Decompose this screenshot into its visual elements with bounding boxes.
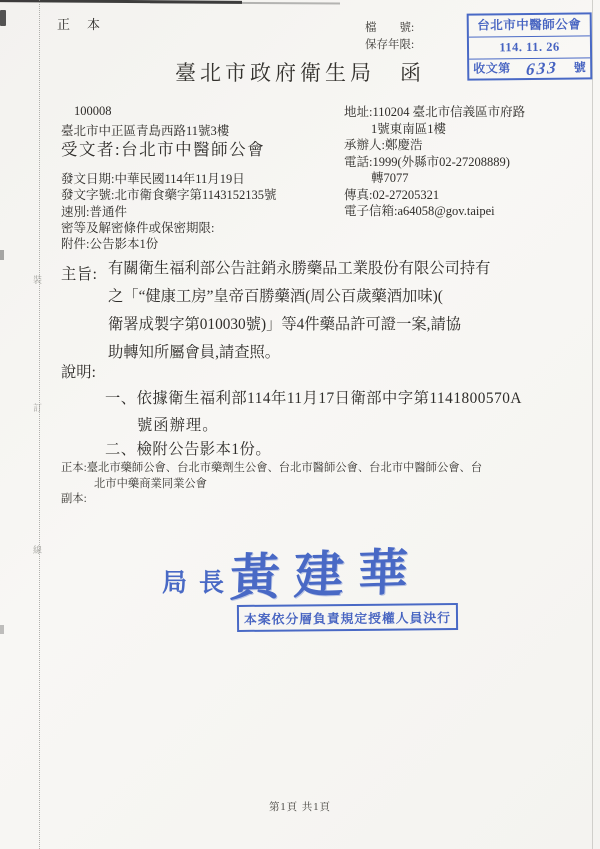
- phone-line2: 轉7077: [371, 171, 409, 185]
- original-recipients-line1: 正本:臺北市藥師公會、台北市藥劑生公會、台北市醫師公會、台北市中醫師公會、台: [61, 462, 483, 474]
- sender-contact-info: [344, 104, 525, 220]
- contact-person: 承辦人:鄭慶浩: [344, 138, 423, 152]
- binding-dotted-line: [39, 0, 40, 849]
- director-title-stamp: 局長: [162, 570, 237, 597]
- document-title: 臺北市政府衛生局 函: [175, 61, 425, 85]
- original-recipients-line2: 北市中藥商業同業公會: [94, 477, 207, 490]
- binding-mark: 線: [33, 545, 43, 555]
- security-class: 密等及解密條件或保密期限:: [61, 220, 215, 235]
- explanation-item2: 二、檢附公告影本1份。: [105, 441, 272, 458]
- sender-address-line2: 1號東南區1樓: [371, 121, 447, 136]
- speed-class: 速別:普通件: [61, 204, 127, 219]
- receive-number-suffix: 號: [573, 60, 587, 75]
- binding-mark: 訂: [33, 403, 43, 413]
- receive-number-prefix: 收文第: [473, 61, 511, 76]
- subject-line: 衛署成製字第010030號)」等4件藥品許可證一案,請協: [108, 316, 462, 333]
- subject-text: [108, 255, 490, 367]
- authorization-stamp: 本案依分層負責規定授權人員決行: [237, 603, 458, 632]
- attachment-note: 附件:公告影本1份: [61, 237, 159, 252]
- issue-date: 發文日期:中華民國114年11月19日: [61, 172, 245, 186]
- explanation-item1-line2: 號函辦理。: [137, 417, 219, 434]
- scan-edge-artifact: [150, 2, 340, 5]
- explanation-label: 說明:: [61, 364, 96, 381]
- explanation-item1-line1: 一、依據衛生福利部114年11月17日衛部中字第1141800570A: [105, 390, 522, 407]
- issue-number: 發文字號:北市衛食藥字第1143152135號: [61, 188, 277, 203]
- page-number: 第1頁 共1頁: [268, 802, 332, 813]
- handwritten-receive-number: 633: [525, 57, 559, 80]
- subject-label: 主旨:: [61, 266, 98, 283]
- copy-recipients-label: 副本:: [61, 493, 87, 505]
- fax-number: 傳真:02-27205321: [344, 187, 440, 202]
- copy-type-label: 正 本: [57, 17, 103, 32]
- receive-stamp: [467, 12, 593, 80]
- recipient-line: 受文者:台北市中醫師公會: [61, 140, 266, 159]
- subject-line: 之「“健康工房”皇帝百勝藥酒(周公百歲藥酒加味)(: [108, 288, 443, 305]
- recipient-code: 100008: [74, 104, 112, 118]
- scan-edge-artifact: [0, 625, 4, 634]
- receive-stamp-number-row: [469, 57, 590, 78]
- retention-label: 保存年限:: [365, 39, 415, 51]
- subject-line: 助轉知所屬會員,請查照。: [108, 344, 281, 361]
- subject-block: [61, 261, 553, 367]
- email-address: 電子信箱:a64058@gov.taipei: [344, 204, 495, 218]
- scan-edge-artifact: [0, 10, 6, 26]
- receive-stamp-org: 台北市中醫師公會: [477, 17, 582, 33]
- receive-stamp-date: 114. 11. 26: [469, 35, 590, 58]
- document-meta: [61, 171, 277, 252]
- page-edge-line: [592, 0, 593, 849]
- sender-address-line1: 地址:110204 臺北市信義區市府路: [344, 105, 526, 119]
- file-retention-labels: [365, 20, 414, 54]
- binding-mark: 裝: [33, 275, 43, 285]
- director-signature-stamp: 黃建華: [228, 543, 423, 607]
- recipient-address: 臺北市中正區青島西路11號3樓: [61, 124, 230, 138]
- distribution-block: [61, 461, 482, 508]
- subject-line: 有關衛生福利部公告註銷永勝藥品工業股份有限公司持有: [108, 260, 491, 277]
- scan-edge-artifact: [0, 250, 4, 260]
- file-no-label: 檔 號:: [365, 22, 415, 34]
- phone-line1: 電話:1999(外縣市02-27208889): [344, 154, 510, 169]
